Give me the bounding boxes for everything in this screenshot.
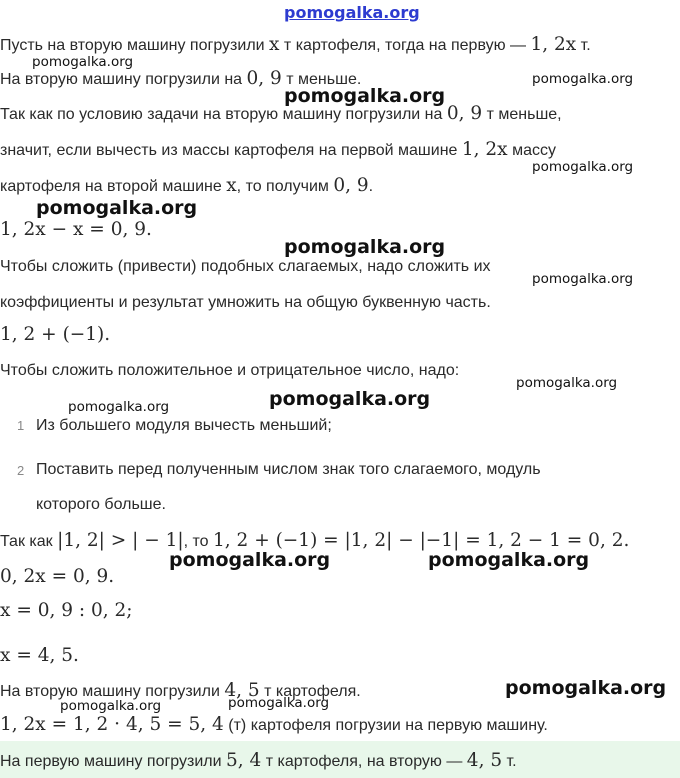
paragraph: 1, 2x = 1, 2 · 4, 5 = 5, 4 (т) картофеля погрузии на первую машину. <box>0 714 548 735</box>
watermark: pomogalka.org <box>505 677 667 699</box>
watermark: pomogalka.org <box>516 375 618 391</box>
watermark: pomogalka.org <box>532 71 634 87</box>
list-item: Поставить перед полученным числом знак того слагаемого, модуль <box>36 461 541 478</box>
paragraph: Так как |1, 2| > | − 1|, то 1, 2 + (−1) = |1, 2| − |−1| = 1, 2 − 1 = 0, 2. <box>0 530 630 551</box>
watermark: pomogalka.org <box>284 236 446 258</box>
equation: 0, 2x = 0, 9. <box>0 566 115 587</box>
watermark: pomogalka.org <box>532 159 634 175</box>
list-item: Из большего модуля вычесть меньший; <box>36 417 332 434</box>
equation: x = 0, 9 : 0, 2; <box>0 600 133 621</box>
watermark: pomogalka.org <box>36 197 198 219</box>
list-number: 1 <box>17 418 25 433</box>
paragraph: На вторую машину погрузили 4, 5 т картофеля. <box>0 680 361 701</box>
equation: x = 4, 5. <box>0 645 79 666</box>
watermark: pomogalka.org <box>32 54 134 70</box>
watermark: pomogalka.org <box>284 85 446 107</box>
watermark: pomogalka.org <box>532 271 634 287</box>
watermark: pomogalka.org <box>60 698 162 714</box>
equation: 1, 2 + (−1). <box>0 324 111 345</box>
paragraph: значит, если вычесть из массы картофеля на первой машине 1, 2x массу <box>0 139 556 160</box>
paragraph: Чтобы сложить положительное и отрицательное число, надо: <box>0 362 460 379</box>
list-number: 2 <box>17 463 25 478</box>
watermark: pomogalka.org <box>169 549 331 571</box>
paragraph: Пусть на вторую машину погрузили x т картофеля, тогда на первую — 1, 2x т. <box>0 34 591 55</box>
paragraph: коэффициенты и результат умножить на общую буквенную часть. <box>0 294 491 311</box>
watermark-top[interactable]: pomogalka.org <box>284 3 420 22</box>
watermark: pomogalka.org <box>68 399 170 415</box>
watermark: pomogalka.org <box>228 695 330 711</box>
answer-text: На первую машину погрузили 5, 4 т картофеля, на вторую — 4, 5 т. <box>0 750 517 771</box>
watermark: pomogalka.org <box>428 549 590 571</box>
paragraph: На вторую машину погрузили на 0, 9 т меньше. <box>0 68 362 89</box>
paragraph: картофеля на второй машине x, то получим 0, 9. <box>0 175 374 196</box>
paragraph: Так как по условию задачи на вторую машину погрузили на 0, 9 т меньше, <box>0 103 562 124</box>
equation: 1, 2x − x = 0, 9. <box>0 219 152 240</box>
watermark: pomogalka.org <box>269 388 431 410</box>
paragraph: Чтобы сложить (привести) подобных слагаемых, надо сложить их <box>0 258 491 275</box>
list-item-continuation: которого больше. <box>36 496 166 513</box>
